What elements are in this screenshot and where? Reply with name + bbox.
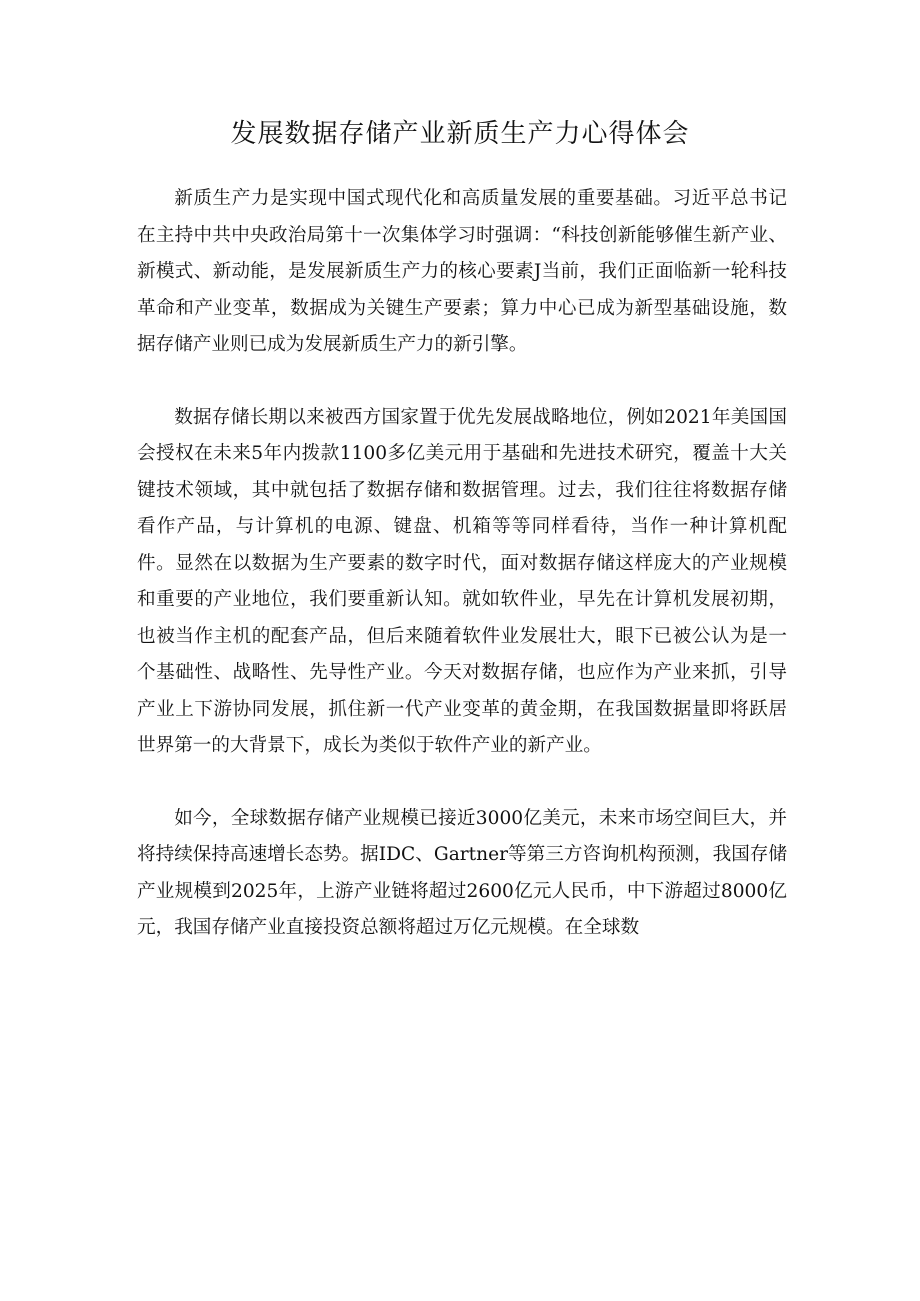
paragraph-1: 新质生产力是实现中国式现代化和高质量发展的重要基础。习近平总书记在主持中共中央政治局第十一次集体学习时强调：“科技创新能够催生新产业、新模式、新动能，是发展新质生产力的核心要素J当前，我们正面临新一轮科技革命和产业变革，数据成为关键生产要素；算力中心已成为新型基础设施，数据存储产业则已成为发展新质生产力的新引擎。 xyxy=(137,188,787,355)
document-body xyxy=(137,181,787,947)
paragraph-2: 数据存储长期以来被西方国家置于优先发展战略地位，例如2021年美国国会授权在未来5年内拨款1100多亿美元用于基础和先进技术研究，覆盖十大关键技术领域，其中就包括了数据存储和数据管理。过去，我们往往将数据存储看作产品，与计算机的电源、键盘、机箱等等同样看待，当作一种计算机配件。显然在以数据为生产要素的数字时代，面对数据存储这样庞大的产业规模和重要的产业地位，我们要重新认知。就如软件业，早先在计算机发展初期，也被当作主机的配套产品，但后来随着软件业发展壮大，眼下已被公认为是一个基础性、战略性、先导性产业。今天对数据存储，也应作为产业来抓，引导产业上下游协同发展，抓住新一代产业变革的黄金期，在我国数据量即将跃居世界第一的大背景下，成长为类似于软件产业的新产业。 xyxy=(137,406,787,756)
paragraph-3: 如今，全球数据存储产业规模已接近3000亿美元，未来市场空间巨大，并将持续保持高速增长态势。据IDC、Gartner等第三方咨询机构预测，我国存储产业规模到2025年，上游产业链将超过2600亿元人民币，中下游超过8000亿元，我国存储产业直接投资总额将超过万亿元规模。在全球数 xyxy=(137,807,787,938)
document-title: 发展数据存储产业新质生产力心得体会 xyxy=(230,119,690,149)
